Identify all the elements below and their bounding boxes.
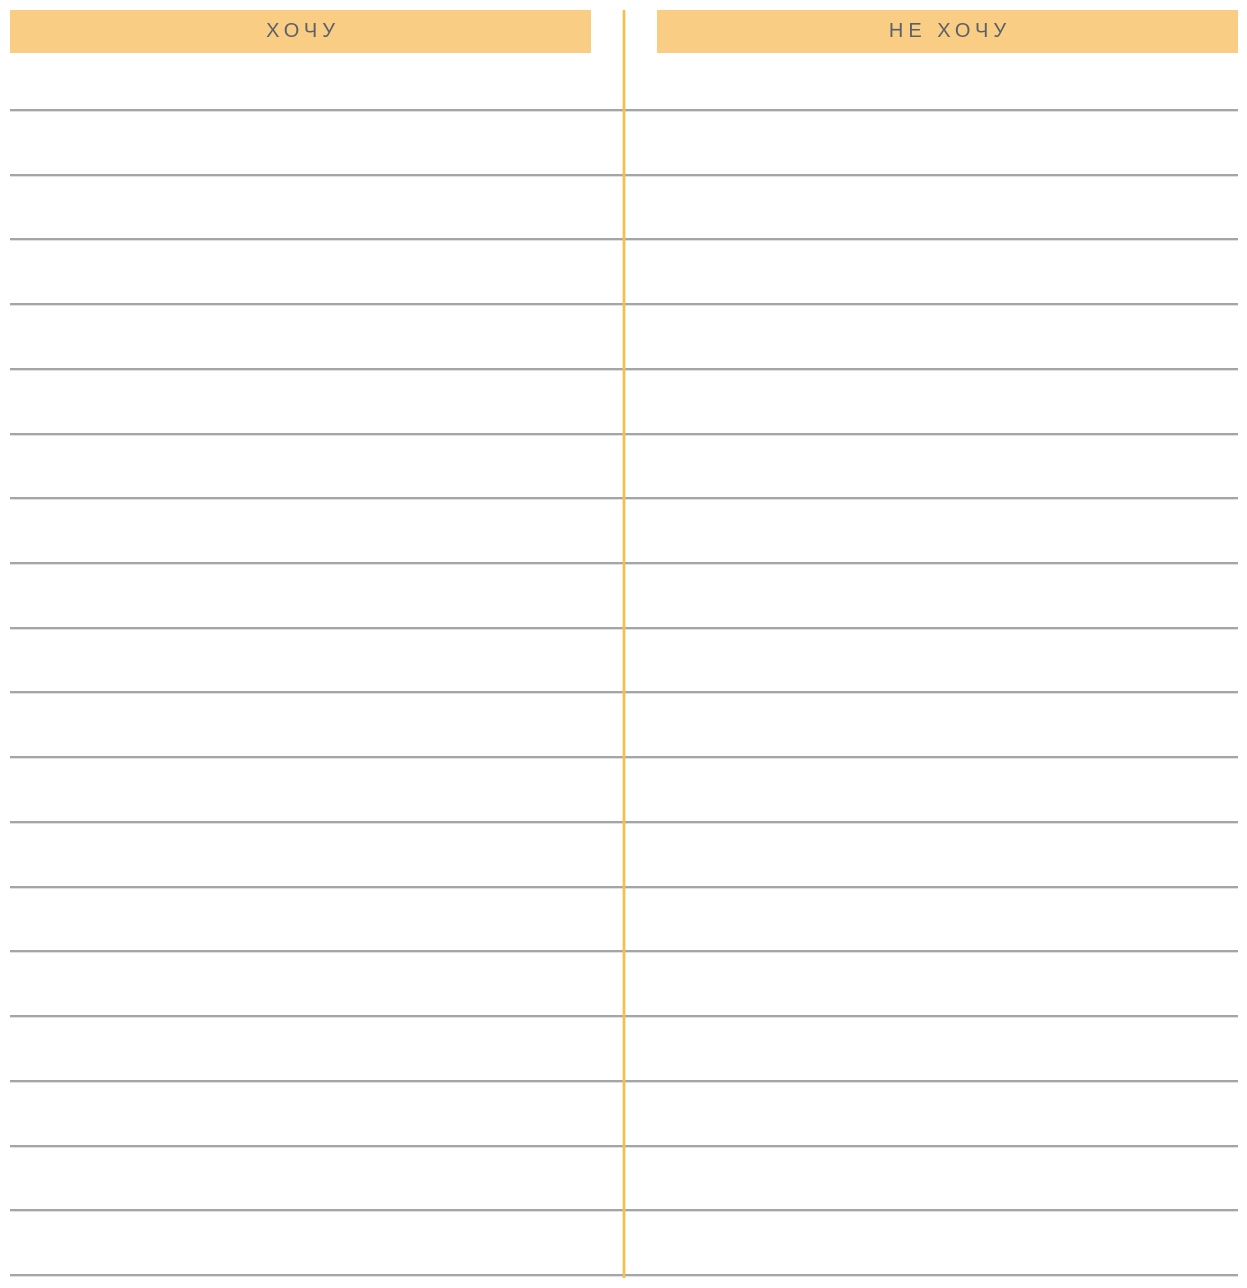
dont-want-column-header-label: НЕ ХОЧУ xyxy=(888,20,1012,42)
column-divider-line xyxy=(623,10,625,1278)
want-column-header xyxy=(10,10,591,53)
dont-want-column-header xyxy=(657,10,1238,53)
want-column-header-label: ХОЧУ xyxy=(266,20,340,42)
